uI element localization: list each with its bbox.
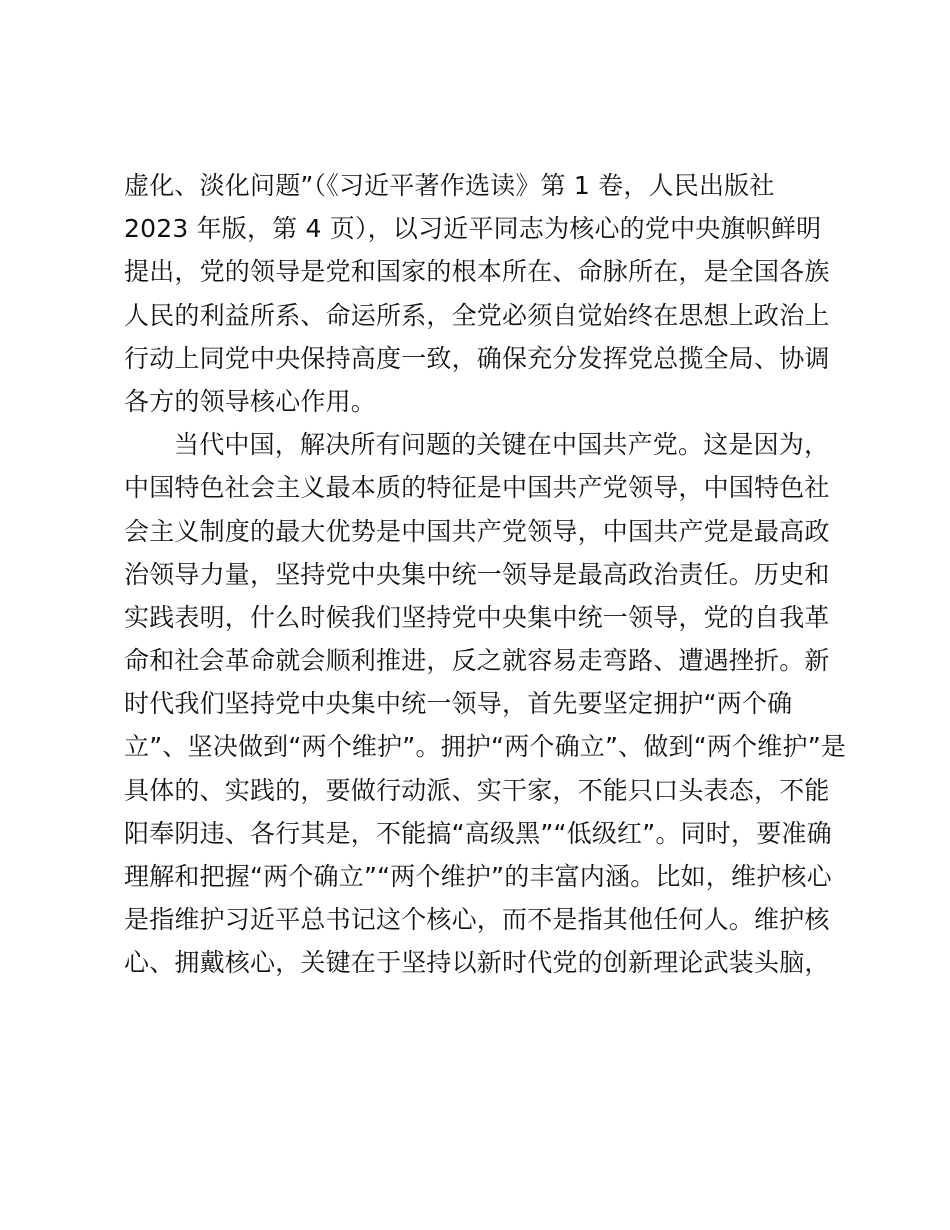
text-line: 立”、坚决做到“两个维护”。拥护“两个确立”、做到“两个维护”是 [124,732,847,762]
text-line: 命和社会革命就会顺利推进，反之就容易走弯路、遭遇挫折。新 [124,646,830,676]
text-line: 会主义制度的最大优势是中国共产党领导，中国共产党是最高政 [124,516,830,546]
text-line: 各方的领导核心作用。 [124,386,377,416]
text-line: 阳奉阴违、各行其是，不能搞“高级黑”“低级红”。同时，要准确 [124,818,832,848]
body-text [124,164,847,985]
text-line: 心、拥戴核心，关键在于坚持以新时代党的创新理论武装头脑， [124,948,830,978]
text-line: 是指维护习近平总书记这个核心，而不是指其他任何人。维护核 [124,905,830,935]
text-line: 具体的、实践的，要做行动派、实干家，不能只口头表态，不能 [124,775,830,805]
text-line: 治领导力量，坚持党中央集中统一领导是最高政治责任。历史和 [124,559,830,589]
text-line: 理解和把握“两个确立”“两个维护”的丰富内涵。比如，维护核心 [124,862,832,891]
text-line: 提出，党的领导是党和国家的根本所在、命脉所在，是全国各族 [124,257,830,287]
text-line: 实践表明，什么时候我们坚持党中央集中统一领导，党的自我革 [124,602,830,632]
paragraph-1 [124,164,844,423]
paragraph-2 [124,423,847,984]
text-line: 2023 年版，第 4 页），以习近平同志为核心的党中央旗帜鲜明 [124,214,822,244]
text-line: 中国特色社会主义最本质的特征是中国共产党领导，中国特色社 [124,473,830,503]
text-line: 行动上同党中央保持高度一致，确保充分发挥党总揽全局、协调 [124,343,830,373]
text-line: 时代我们坚持党中央集中统一领导，首先要坚定拥护“两个确 [124,689,793,719]
text-line: 虚化、淡化问题”（《习近平著作选读》第 1 卷，人民出版社 [124,171,775,200]
text-line: 人民的利益所系、命运所系，全党必须自觉始终在思想上政治上 [124,300,830,330]
text-line: 当代中国，解决所有问题的关键在中国共产党。这是因为， [174,430,830,460]
